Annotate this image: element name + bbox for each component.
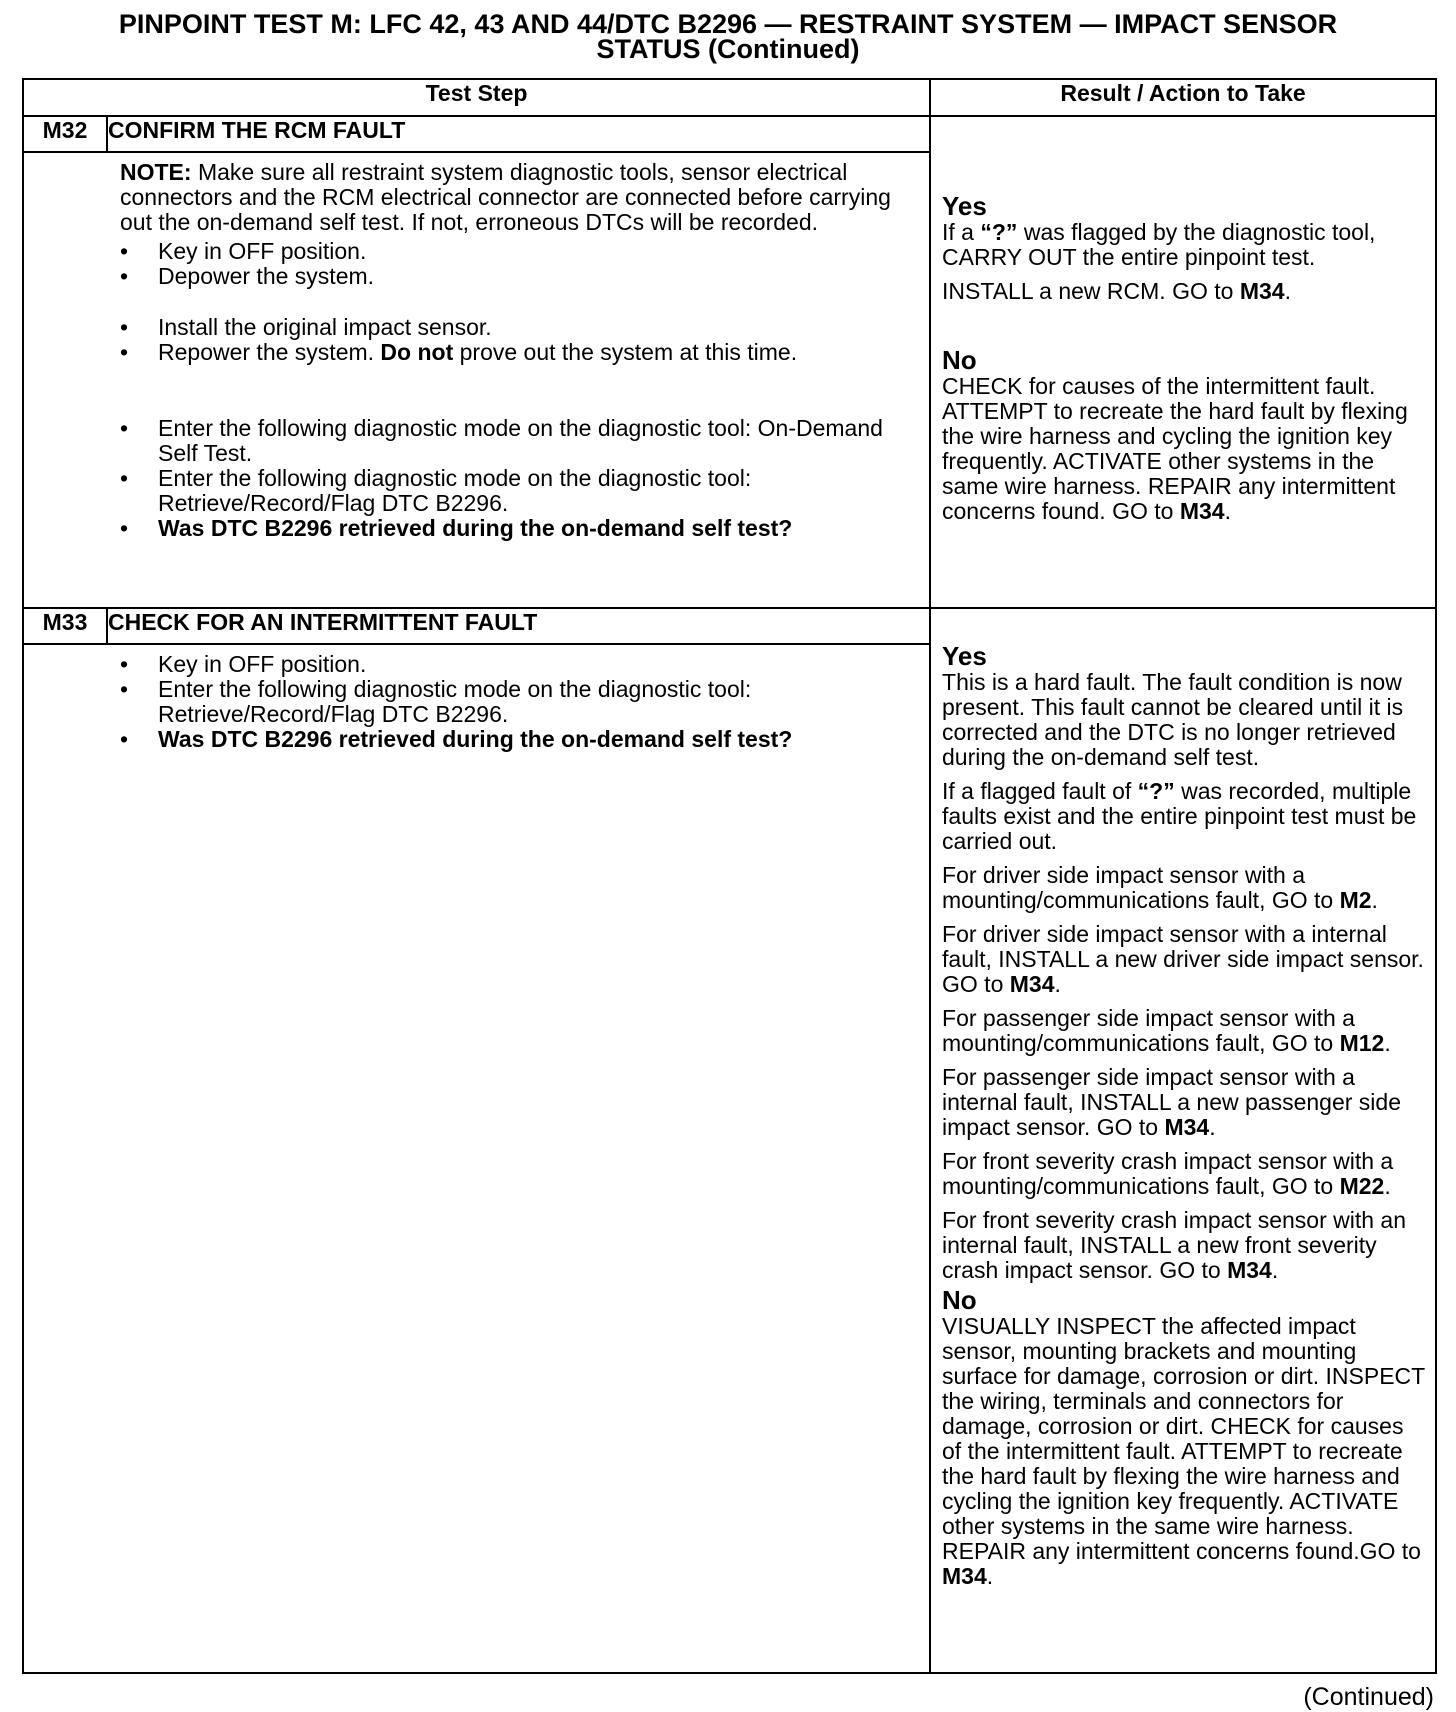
result-yes-label: Yes	[942, 641, 987, 671]
result-text: For front severity crash impact sensor with a mounting/communications fault, GO to M22.	[942, 1148, 1394, 1199]
result-no-m33	[931, 1287, 1435, 1589]
result-no-label: No	[942, 1285, 977, 1315]
result-yes-m32	[931, 117, 1435, 304]
step-list-m32	[120, 239, 919, 541]
result-text: If a flagged fault of “?” was recorded, multiple faults exist and the entire pinpoint test must be carried out.	[942, 778, 1417, 854]
continued-label: (Continued)	[1303, 1683, 1434, 1711]
result-text: For driver side impact sensor with a mounting/communications fault, GO to M2.	[942, 862, 1378, 913]
result-text: INSTALL a new RCM. GO to M34.	[942, 278, 1291, 304]
result-yes-label: Yes	[942, 191, 987, 221]
result-text: For front severity crash impact sensor with an internal fault, INSTALL a new front severity crash impact sensor. GO to M34.	[942, 1207, 1407, 1283]
result-text: For driver side impact sensor with a internal fault, INSTALL a new driver side impact sensor. GO to M34.	[942, 921, 1424, 997]
col-header-result: Result / Action to Take	[930, 79, 1436, 116]
step-row-m32	[23, 116, 1436, 152]
result-text: This is a hard fault. The fault condition is now present. This fault cannot be cleared until it is corrected and the DTC is no longer retrieved during the on-demand self test.	[942, 669, 1404, 770]
page-title	[22, 9, 1434, 64]
list-item: • Enter the following diagnostic mode on the diagnostic tool: Retrieve/Record/Flag DTC B2296.	[120, 677, 919, 727]
result-text: If a “?” was flagged by the diagnostic tool, CARRY OUT the entire pinpoint test.	[942, 219, 1376, 270]
list-item: • Was DTC B2296 retrieved during the on-demand self test?	[120, 516, 919, 541]
list-item: • Key in OFF position.	[120, 652, 919, 677]
pinpoint-test-table	[22, 78, 1437, 1674]
result-text: For passenger side impact sensor with a internal fault, INSTALL a new passenger side impact sensor. GO to M34.	[942, 1064, 1401, 1140]
step-id-m33: M33	[23, 608, 107, 644]
step-title-m33: CHECK FOR AN INTERMITTENT FAULT	[107, 608, 930, 644]
note-text: NOTE: Make sure all restraint system diagnostic tools, sensor electrical connectors and the RCM electrical connector are connected before carrying out the on-demand self test. If not, erroneous DTCs will be recorded.	[120, 159, 891, 235]
step-body-m32	[23, 152, 930, 608]
page-title-line-2: STATUS (Continued)	[596, 34, 860, 64]
step-title-m32: CONFIRM THE RCM FAULT	[107, 116, 930, 152]
page-title-line-1: PINPOINT TEST M: LFC 42, 43 AND 44/DTC B2296 — RESTRAINT SYSTEM — IMPACT SENSOR	[118, 9, 1338, 39]
result-no-label: No	[942, 345, 977, 375]
result-yes-m33	[931, 609, 1435, 1283]
step-row-m33	[23, 608, 1436, 644]
result-text: VISUALLY INSPECT the affected impact sensor, mounting brackets and mounting surface for damage, corrosion or dirt. INSPECT the wiring, terminals and connectors for damage, corrosion or dirt. CHECK for causes of the intermittent fault. ATTEMPT to recreate the hard fault by flexing the wire harness and cycling the ignition key frequently. ACTIVATE other systems in the same wire harness. REPAIR any intermittent concerns found.GO to M34.	[942, 1313, 1425, 1589]
result-text: CHECK for causes of the intermittent fault. ATTEMPT to recreate the hard fault by flexing the wire harness and cycling the ignition key frequently. ACTIVATE other systems in the same wire harness. REPAIR any intermittent concerns found. GO to M34.	[942, 373, 1408, 524]
list-item: • Depower the system.	[120, 264, 919, 289]
step-id-m32: M32	[23, 116, 107, 152]
list-item: • Install the original impact sensor.	[120, 315, 919, 340]
result-cell-m33	[930, 608, 1436, 1673]
table-header-row	[23, 79, 1436, 116]
list-item: • Enter the following diagnostic mode on the diagnostic tool: On-Demand Self Test.	[120, 416, 919, 466]
list-item: • Enter the following diagnostic mode on the diagnostic tool: Retrieve/Record/Flag DTC B2296.	[120, 466, 919, 516]
step-list-m33	[120, 652, 919, 752]
result-text: For passenger side impact sensor with a mounting/communications fault, GO to M12.	[942, 1005, 1391, 1056]
list-item: • Key in OFF position.	[120, 239, 919, 264]
result-no-m32	[931, 313, 1435, 524]
step-body-m33	[23, 644, 930, 1673]
result-cell-m32	[930, 116, 1436, 608]
col-header-test-step: Test Step	[23, 79, 930, 116]
list-item: • Was DTC B2296 retrieved during the on-demand self test?	[120, 727, 919, 752]
list-item: • Repower the system. Do not prove out the system at this time.	[120, 340, 919, 365]
